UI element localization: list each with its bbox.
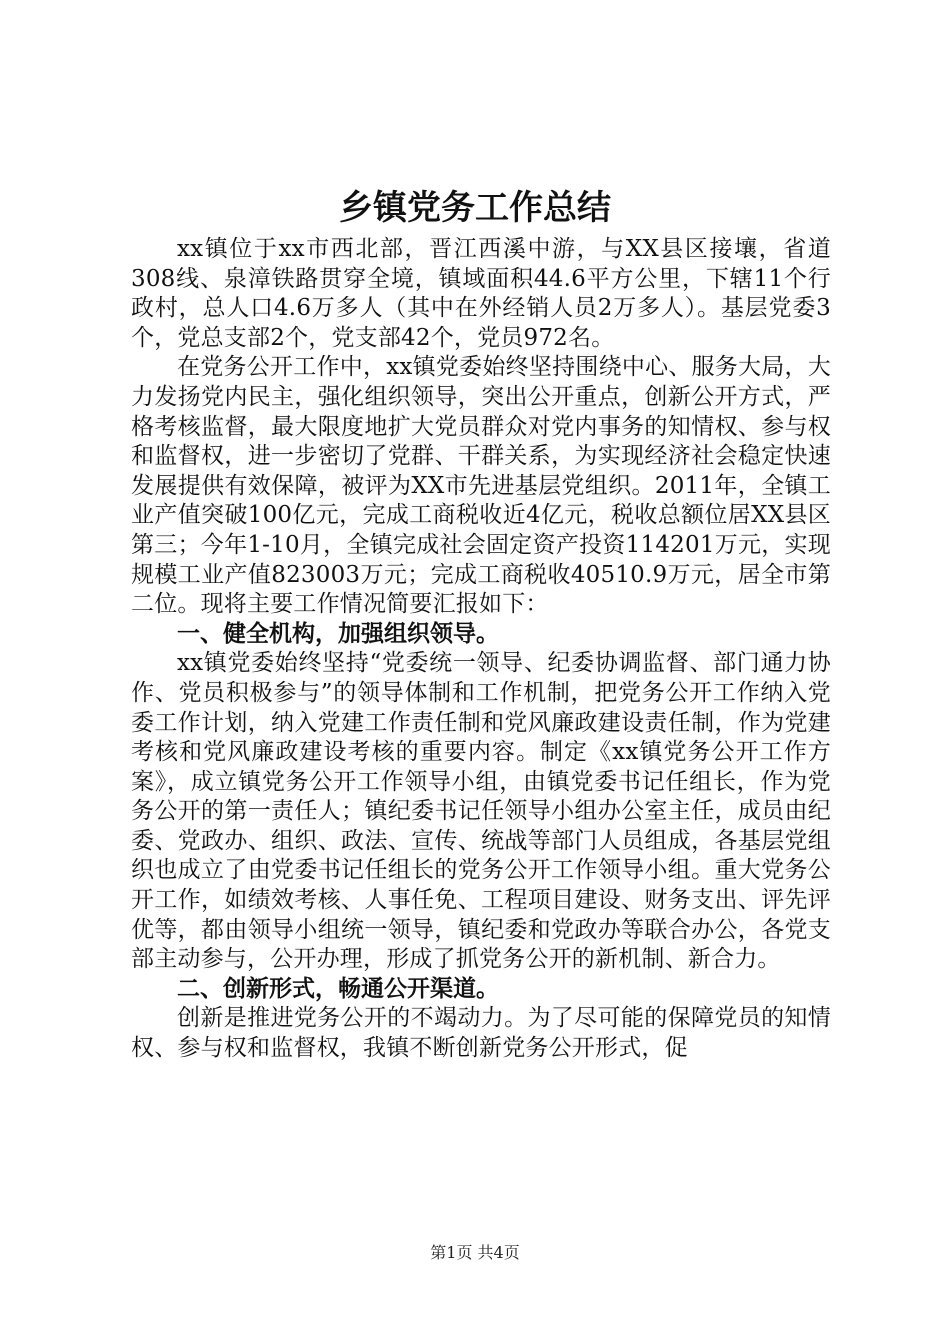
paragraph-intro: xx镇位于xx市西北部，晋江西溪中游，与XX县区接壤，省道308线、泉漳铁路贯穿全境，镇域面积44.6平方公里，下辖11个行政村，总人口4.6万多人（其中在外经销人员2万多人）。基层党委3个，党总支部2个，党支部42个，党员972名。 [131, 236, 831, 351]
paragraph-section-1: xx镇党委始终坚持“党委统一领导、纪委协调监督、部门通力协作、党员积极参与”的领导体制和工作机制，把党务公开工作纳入党委工作计划，纳入党建工作责任制和党风廉政建设责任制，作为党建考核和党风廉政建设考核的重要内容。制定《xx镇党务公开工作方案》，成立镇党务公开工作领导小组，由镇党委书记任组长，作为党务公开的第一责任人；镇纪委书记任领导小组办公室主任，成员由纪委、党政办、组织、政法、宣传、统战等部门人员组成，各基层党组织也成立了由党委书记任组长的党务公开工作领导小组。重大党务公开工作，如绩效考核、人事任免、工程项目建设、财务支出、评先评优等，都由领导小组统一领导，镇纪委和党政办等联合办公，各党支部主动参与，公开办理，形成了抓党务公开的新机制、新合力。 [131, 650, 831, 973]
document-title: 乡镇党务工作总结 [339, 188, 611, 228]
document-body [131, 235, 831, 1064]
section-heading-2: 二、创新形式，畅通公开渠道。 [177, 975, 499, 1002]
page-number: 第1页 共4页 [430, 1243, 520, 1262]
paragraph-overview: 在党务公开工作中，xx镇党委始终坚持围绕中心、服务大局，大力发扬党内民主，强化组织领导，突出公开重点，创新公开方式，严格考核监督，最大限度地扩大党员群众对党内事务的知情权、参与权和监督权，进一步密切了党群、干群关系，为实现经济社会稳定快速发展提供有效保障，被评为XX市先进基层党组织。2011年，全镇工业产值突破100亿元，完成工商税收近4亿元，税收总额位居XX县区第三；今年1-10月，全镇完成社会固定资产投资114201万元，实现规模工业产值823003万元；完成工商税收40510.9万元，居全市第二位。现将主要工作情况简要汇报如下： [131, 354, 831, 618]
section-heading-1: 一、健全机构，加强组织领导。 [177, 620, 499, 647]
paragraph-section-2: 创新是推进党务公开的不竭动力。为了尽可能的保障党员的知情权、参与权和监督权，我镇不断创新党务公开形式，促 [131, 1005, 831, 1062]
